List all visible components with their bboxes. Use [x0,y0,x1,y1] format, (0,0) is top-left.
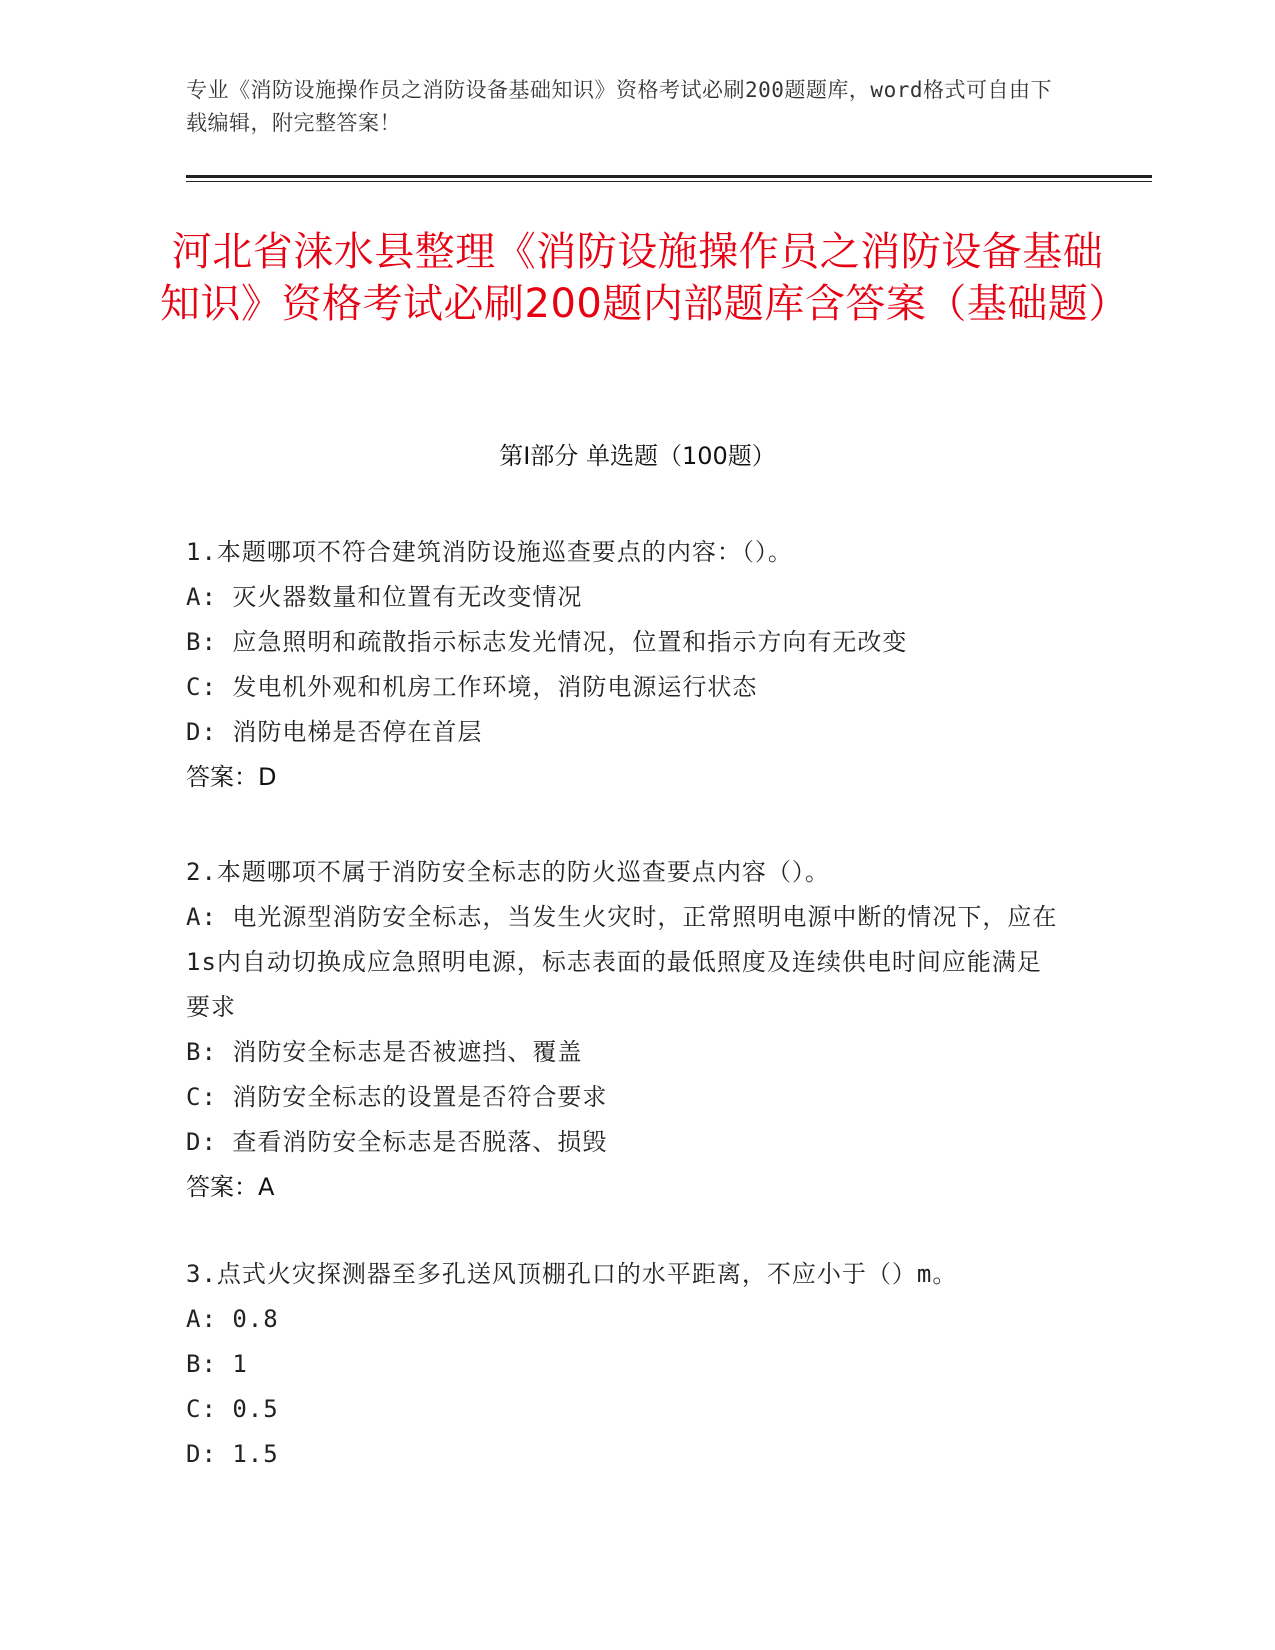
option-d: D: 查看消防安全标志是否脱落、损毁 [186,1128,608,1156]
option-b: B: 1 [186,1350,248,1378]
option-c: C: 发电机外观和机房工作环境，消防电源运行状态 [186,673,758,701]
answer-label: 答案： [186,763,258,791]
header-note: 专业《消防设施操作员之消防设备基础知识》资格考试必刷200题题库，word格式可自由下载编辑，附完整答案！ [186,78,1052,135]
document-title: 河北省涞水县整理《消防设施操作员之消防设备基础知识》资格考试必刷200题内部题库含答案（基础题） [160,229,1129,327]
answer-label: 答案： [186,1173,258,1201]
option-a: A: 电光源型消防安全标志，当发生火灾时，正常照明电源中断的情况下，应在1s内自动切换成应急照明电源，标志表面的最低照度及连续供电时间应能满足要求 [186,903,1058,1021]
option-c: C: 消防安全标志的设置是否符合要求 [186,1083,608,1111]
question-stem: 3.点式火灾探测器至多孔送风顶棚孔口的水平距离，不应小于（）m。 [186,1260,958,1288]
section-title: 第I部分 单选题（100题） [499,442,776,470]
header-divider-thick [186,175,1152,178]
question-1 [186,530,1086,800]
question-2 [186,850,1086,1210]
answer-value: A [258,1173,275,1201]
option-a: A: 0.8 [186,1305,279,1333]
header-divider-thin [186,181,1152,182]
answer-value: D [258,763,277,791]
option-a: A: 灭火器数量和位置有无改变情况 [186,583,583,611]
question-3 [186,1252,1086,1477]
answer-line [186,755,1086,800]
option-c: C: 0.5 [186,1395,279,1423]
question-stem: 1.本题哪项不符合建筑消防设施巡查要点的内容：（）。 [186,538,793,566]
option-d: D: 消防电梯是否停在首层 [186,718,483,746]
option-b: B: 应急照明和疏散指示标志发光情况，位置和指示方向有无改变 [186,628,908,656]
option-d: D: 1.5 [186,1440,279,1468]
question-stem: 2.本题哪项不属于消防安全标志的防火巡查要点内容（）。 [186,858,830,886]
option-b: B: 消防安全标志是否被遮挡、覆盖 [186,1038,583,1066]
answer-line [186,1165,1086,1210]
